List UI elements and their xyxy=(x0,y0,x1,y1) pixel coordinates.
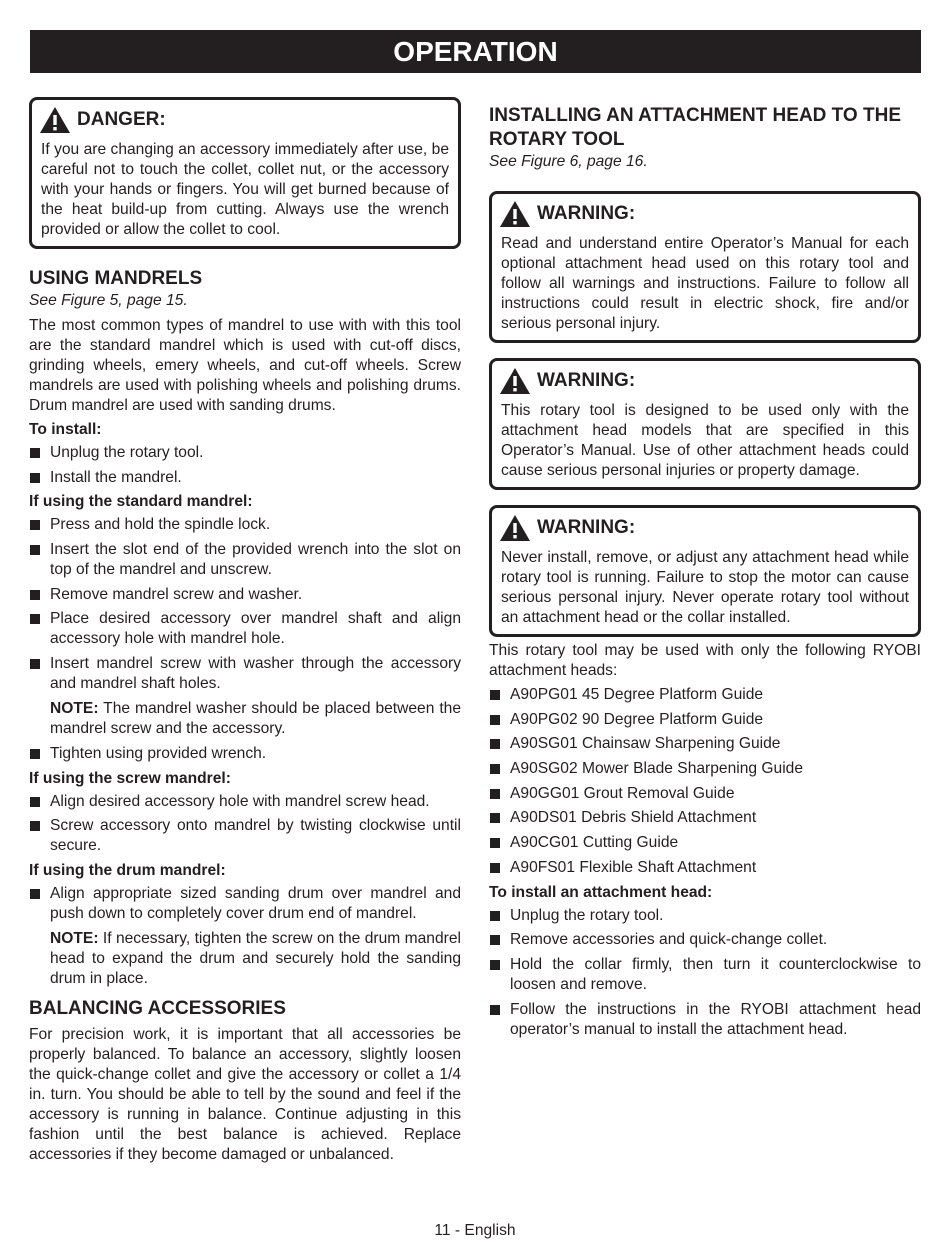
note-label: NOTE: xyxy=(50,699,99,717)
figure-reference: See Figure 5, page 15. xyxy=(29,292,188,309)
standard-mandrel-label: If using the standard mandrel: xyxy=(29,493,253,511)
warning-text: Never install, remove, or adjust any attachment head while rotary tool is running. Failure to stop the motor can cause serious personal injury. Never operate rotary tool without an attachment head or the collar installed. xyxy=(501,549,909,626)
page-header: OPERATION xyxy=(30,30,921,73)
screw-mandrel-label: If using the screw mandrel: xyxy=(29,769,231,787)
list-item: A90PG02 90 Degree Platform Guide xyxy=(489,710,921,730)
note-text: The mandrel washer should be placed between the mandrel screw and the accessory. xyxy=(50,699,461,737)
list-item: Press and hold the spindle lock. xyxy=(29,515,461,535)
list-item: Unplug the rotary tool. xyxy=(489,906,921,926)
drum-mandrel-list xyxy=(29,884,461,924)
warning-icon xyxy=(499,200,531,228)
note-text: If necessary, tighten the screw on the drum mandrel head to expand the drum and securely hold the sanding drum in place. xyxy=(50,929,461,987)
drum-mandrel-label: If using the drum mandrel: xyxy=(29,861,226,879)
install-attachment-label: To install an attachment head: xyxy=(489,883,713,901)
install-label: To install: xyxy=(29,421,102,438)
danger-title: DANGER: xyxy=(77,109,166,130)
warning-title: WARNING: xyxy=(537,203,636,224)
figure-reference: See Figure 6, page 16. xyxy=(489,153,648,170)
list-item: Tighten using provided wrench. xyxy=(29,744,461,764)
install-attachment-list xyxy=(489,906,921,1040)
mandrels-intro: The most common types of mandrel to use with with this tool are the standard mandrel which is used with cut-off discs, grinding wheels, emery wheels, and cut-off wheels. Screw mandrels are used with polishing wheels and polishing drums. Drum mandrel are used with sanding drums. xyxy=(29,317,461,414)
page-footer: 11 - English xyxy=(434,1222,516,1239)
drum-note xyxy=(29,929,461,989)
attachment-heads-list xyxy=(489,685,921,878)
balancing-heading: BALANCING ACCESSORIES xyxy=(29,997,286,1019)
danger-icon xyxy=(39,106,71,134)
attachment-heading: INSTALLING AN ATTACHMENT HEAD TO THE ROTARY TOOL xyxy=(489,105,901,150)
note-label: NOTE: xyxy=(50,929,99,947)
list-item: A90SG01 Chainsaw Sharpening Guide xyxy=(489,734,921,754)
list-item: A90SG02 Mower Blade Sharpening Guide xyxy=(489,759,921,779)
using-mandrels-heading: USING MANDRELS xyxy=(29,268,203,289)
danger-text: If you are changing an accessory immediately after use, be careful not to touch the collet, collet nut, or the accessory with your hands or fingers. You will get burned because of the heat build-up from cutting. Always use the wrench provided or allow the collet to cool. xyxy=(41,141,449,238)
warning-title: WARNING: xyxy=(537,517,636,538)
list-item: A90PG01 45 Degree Platform Guide xyxy=(489,685,921,705)
left-column xyxy=(29,97,461,1165)
warning-text: This rotary tool is designed to be used only with the attachment head models that are specified in this Operator’s Manual. Use of other attachment heads could cause serious personal injuries or property damage. xyxy=(501,402,909,479)
list-item: Insert the slot end of the provided wrench into the slot on top of the mandrel and unscrew. xyxy=(29,540,461,580)
standard-mandrel-list xyxy=(29,515,461,694)
warning-box xyxy=(489,505,921,637)
list-item: Follow the instructions in the RYOBI attachment head operator’s manual to install the attachment head. xyxy=(489,1000,921,1040)
list-item: Insert mandrel screw with washer through the accessory and mandrel shaft holes. xyxy=(29,654,461,694)
balancing-text: For precision work, it is important that all accessories be properly balanced. To balance an accessory, slightly loosen the quick-change collet and give the accessory or collet a 1/4 in. turn. You should be able to tell by the sound and feel if the accessory is running in balance. Continue adjusting in this fashion until the best balance is achieved. Replace accessories if they become damaged or unbalanced. xyxy=(29,1025,461,1163)
warning-box xyxy=(489,358,921,490)
list-item: Align appropriate sized sanding drum over mandrel and push down to completely cover drum end of mandrel. xyxy=(29,884,461,924)
standard-note xyxy=(29,699,461,739)
list-item: A90GG01 Grout Removal Guide xyxy=(489,784,921,804)
attachment-intro: This rotary tool may be used with only the following RYOBI attachment heads: xyxy=(489,642,921,679)
warning-icon xyxy=(499,514,531,542)
list-item: Install the mandrel. xyxy=(29,468,461,488)
list-item: Place desired accessory over mandrel shaft and align accessory hole with mandrel hole. xyxy=(29,609,461,649)
list-item: A90CG01 Cutting Guide xyxy=(489,833,921,853)
install-list xyxy=(29,443,461,488)
warning-title: WARNING: xyxy=(537,370,636,391)
standard-mandrel-list-b xyxy=(29,744,461,764)
screw-mandrel-list xyxy=(29,792,461,857)
list-item: Remove accessories and quick-change collet. xyxy=(489,930,921,950)
list-item: Align desired accessory hole with mandrel screw head. xyxy=(29,792,461,812)
list-item: Remove mandrel screw and washer. xyxy=(29,585,461,605)
list-item: A90DS01 Debris Shield Attachment xyxy=(489,808,921,828)
warning-text: Read and understand entire Operator’s Manual for each optional attachment head used on this rotary tool and follow all warnings and instructions. Failure to follow all instructions could result in electric shock, fire and/or serious personal injury. xyxy=(501,235,909,332)
danger-box xyxy=(29,97,461,249)
list-item: Hold the collar firmly, then turn it counterclockwise to loosen and remove. xyxy=(489,955,921,995)
list-item: Screw accessory onto mandrel by twisting clockwise until secure. xyxy=(29,816,461,856)
list-item: A90FS01 Flexible Shaft Attachment xyxy=(489,858,921,878)
list-item: Unplug the rotary tool. xyxy=(29,443,461,463)
right-column xyxy=(489,104,921,1044)
warning-icon xyxy=(499,367,531,395)
warning-box xyxy=(489,191,921,343)
